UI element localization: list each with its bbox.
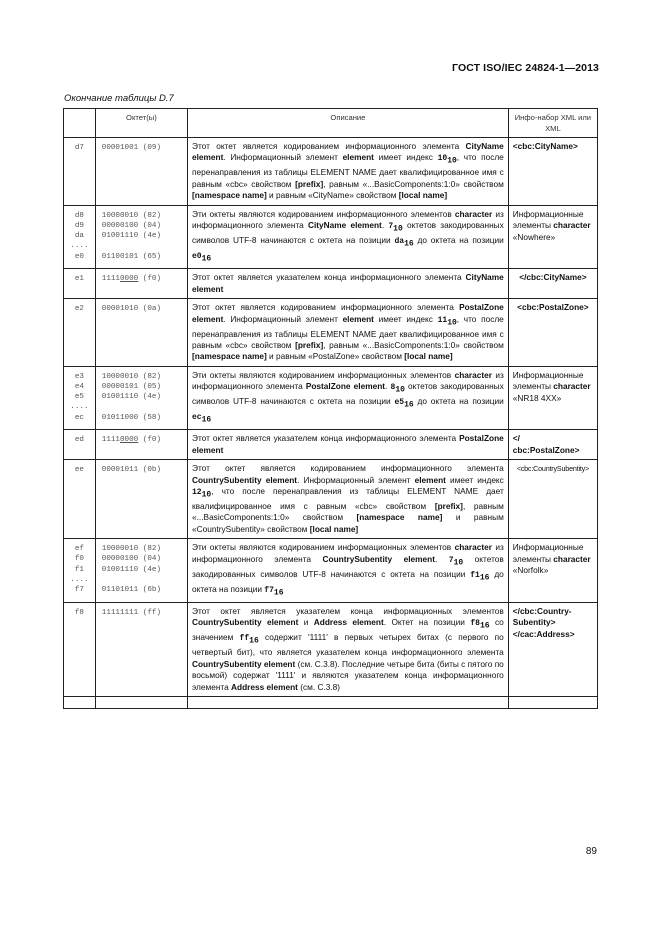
column-header-description: Описание <box>188 109 509 138</box>
column-header-octets: Октет(ы) <box>95 109 187 138</box>
xml-infoset: Информационные элементы character «NR18 4XX» <box>508 366 597 430</box>
octet-index: ee <box>64 460 96 539</box>
row-description: Эти октеты являются кодированием информационных элементов character из информационного элемента CountrySubentity element. $7_{10}$ октетов закодированных символов UTF-8 начинаются с октета на позиции $f1_{16}$ до октета на позиции $f7_{16}$ <box>188 539 509 603</box>
octet-table <box>63 108 598 709</box>
page-number: 89 <box>585 846 597 857</box>
octet-index: d8 d9 da .... e0 <box>64 205 96 269</box>
octet-index: ed <box>64 430 96 460</box>
column-header-xml: Инфо-набор XML или XML <box>508 109 597 138</box>
table-row <box>64 460 598 539</box>
xml-infoset: <cbc:CityName> <box>508 138 597 206</box>
xml-infoset: </cbc:CityName> <box>508 269 597 299</box>
octet-index: e1 <box>64 269 96 299</box>
table-row <box>64 366 598 430</box>
row-description: Этот октет является кодированием информационного элемента CityName element. Информационный элемент element имеет индекс $10_{10}$, что после перенаправления из таблицы ELEMENT NAME дает квалифицированное имя с равным «cbc» свойством [prefix], равным «...BasicComponents:1:0» свойством [namespace name] и равным «CityName» свойством [local name] <box>188 138 509 206</box>
octet-index: ef f0 f1 .... f7 <box>64 539 96 603</box>
table-caption: Окончание таблицы D.7 <box>64 93 174 104</box>
empty-cell <box>95 697 187 709</box>
octet-index: d7 <box>64 138 96 206</box>
octet-value: 10000010 (82) 00000100 (04) 01001110 (4e) 01100101 (65) <box>95 205 187 269</box>
table-row <box>64 430 598 460</box>
row-description: Эти октеты являются кодированием информационных элементов character из информационного элемента PostalZone element. $8_{10}$ октетов закодированных символов UTF-8 начинаются с октета на позиции $e5_{16}$ до октета на позиции $ec_{16}$ <box>188 366 509 430</box>
xml-infoset: <cbc:CountrySubentity> <box>508 460 597 539</box>
row-description: Этот октет является кодированием информационного элемента CountrySubentity element. Информационный элемент element имеет индекс $12_{10}$, что после перенаправления из таблицы ELEMENT NAME дает квалифицированное имя с равным «cbc» свойством [prefix], равным «...BasicComponents:1:0» свойством [namespace name] и равным «CountrySubentity» свойством [local name] <box>188 460 509 539</box>
row-description: Этот октет является указателем конца информационного элемента PostalZone element <box>188 430 509 460</box>
octet-value: 10000010 (82) 00000100 (04) 01001110 (4e) 01101011 (6b) <box>95 539 187 603</box>
octet-index: e3 e4 e5 .... ec <box>64 366 96 430</box>
xml-infoset: Информационные элементы character «Nowhere» <box>508 205 597 269</box>
octet-value: 00001001 (09) <box>95 138 187 206</box>
xml-infoset: </cbc:Country-Subentity> </cac:Address> <box>508 602 597 696</box>
table-row-empty <box>64 697 598 709</box>
octet-value: 11111111 (ff) <box>95 602 187 696</box>
octet-value: 11110000 (f0) <box>95 269 187 299</box>
empty-cell <box>64 697 96 709</box>
row-description: Этот октет является указателем конца информационных элементов CountrySubentity element и Address element. Октет на позиции $f8_{16}$ со значением $ff_{16}$ содержит '1111' в первых четырех битах (с первого по четвертый бит), что является указателем конца информационного элемента CountrySubentity element (см. С.3.8). Последние четыре бита (биты с пятого по восьмой) содержат '1111' и являются указателем конца информационного элемента Address element (см. С.3.8) <box>188 602 509 696</box>
table-row <box>64 138 598 206</box>
row-description: Этот октет является указателем конца информационного элемента CityName element <box>188 269 509 299</box>
row-description: Этот октет является кодированием информационного элемента PostalZone element. Информационный элемент element имеет индекс $11_{10}$, что после перенаправления из таблицы ELEMENT NAME дает квалифицированное имя с равным «cbc» свойством [prefix], равным «...BasicComponents:1:0» свойством [namespace name] и равным «PostalZone» свойством [local name] <box>188 299 509 367</box>
octet-index: f8 <box>64 602 96 696</box>
table-row <box>64 269 598 299</box>
table-header-row <box>64 109 598 138</box>
octet-index: e2 <box>64 299 96 367</box>
empty-cell <box>188 697 509 709</box>
empty-cell <box>508 697 597 709</box>
table-row <box>64 205 598 269</box>
row-description: Эти октеты являются кодированием информационного элементов character из информационного элемента CityName element. $7_{10}$ октетов закодированных символов UTF-8 начинаются с октета на позиции $da_{16}$ до октета на позиции $e0_{16}$ <box>188 205 509 269</box>
octet-value: 11110000 (f0) <box>95 430 187 460</box>
table-row <box>64 539 598 603</box>
xml-infoset: <cbc:PostalZone> <box>508 299 597 367</box>
table-row <box>64 299 598 367</box>
octet-value: 10000010 (82) 00000101 (05) 01001110 (4e) 01011000 (58) <box>95 366 187 430</box>
table-row <box>64 602 598 696</box>
document-header: ГОСТ ISO/IEC 24824-1—2013 <box>452 62 599 74</box>
octet-value: 00001010 (0a) <box>95 299 187 367</box>
xml-infoset: </ cbc:PostalZone> <box>508 430 597 460</box>
octet-value: 00001011 (0b) <box>95 460 187 539</box>
xml-infoset: Информационные элементы character «Norfolk» <box>508 539 597 603</box>
column-header-index <box>64 109 96 138</box>
